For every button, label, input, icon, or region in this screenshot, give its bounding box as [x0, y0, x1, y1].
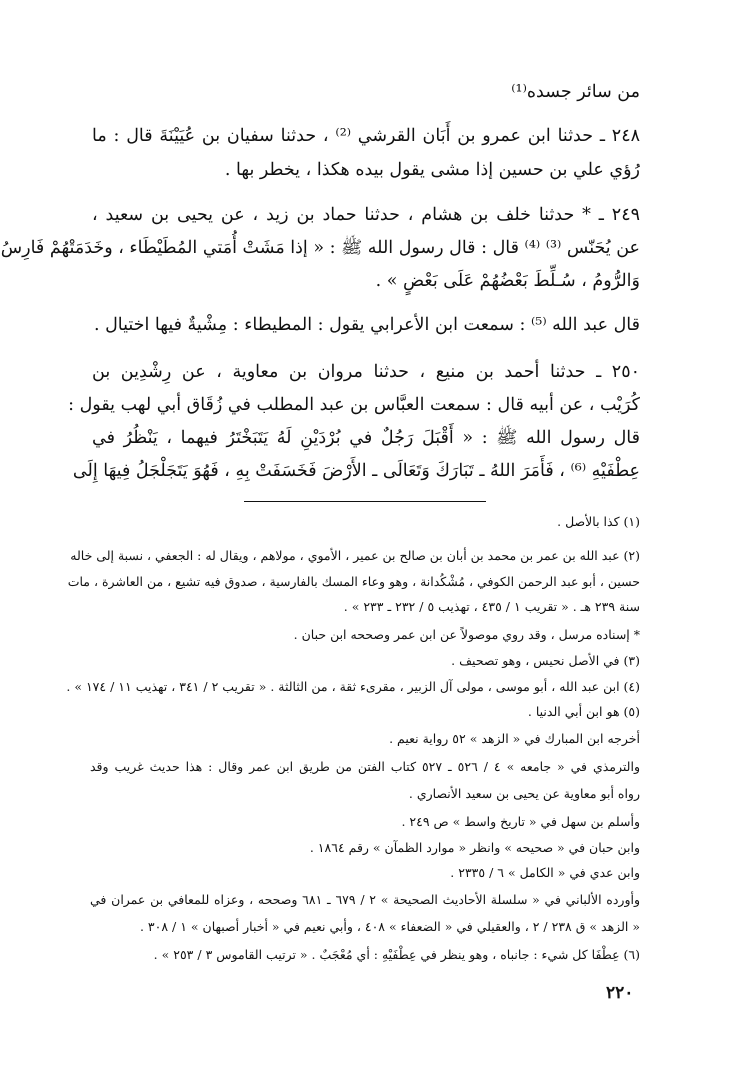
footnote-line-3: حسين ، أبو عبد الرحمن الكوفي ، مُشْكُدانة ، وهو وعاء المسك بالفارسية ، صدوق فيه تشيع ، من العاشرة ، مات	[67, 574, 640, 589]
footnote-line-5: * إسناده مرسل ، وقد روي موصولاً عن ابن عمر وصححه ابن حبان .	[293, 627, 640, 642]
body-line-8: ٢٥٠ ـ حدثنا أحمد بن منيع ، حدثنا مروان بن معاوية ، عن رِشْدِين بن	[92, 362, 640, 382]
body-line-11: عِطْفَيْهِ ⁽⁶⁾ ، فَأَمَرَ اللهُ ـ تَبَارَكَ وَتَعَالَى ـ الأَرْضَ فَخَسَفَتْ بِهِ ، فَهُوَ يَتَجَلْجَلُ فِيهَا إِلَى	[72, 461, 640, 481]
footnote-line-4: سنة ٢٣٩ هـ . « تقريب ١ / ٤٣٥ ، تهذيب ٥ / ٢٣٢ ـ ٢٣٣ » .	[343, 599, 640, 614]
body-line-7: قال عبد الله ⁽⁵⁾ : سمعت ابن الأعرابي يقول : المطيطاء : مِشْيةٌ فيها اختيال .	[93, 315, 640, 335]
footnote-line-11: رواه أبو معاوية عن يحيى بن سعيد الأنصاري .	[408, 786, 640, 801]
footnote-line-17: (٦) عِطْفَا كل شيء : جانباه ، وهو ينظر في عِطْفَيْهِ : أي مُعْجَبٌ . « ترتيب القاموس ٣ / ٢٥٣ » .	[153, 947, 640, 962]
footnote-line-6: (٣) في الأصل نحيس ، وهو تصحيف .	[451, 653, 640, 668]
footnote-line-1: (١) كذا بالأصل .	[557, 514, 640, 529]
footnote-line-7: (٤) ابن عبد الله ، أبو موسى ، مولى آل الزبير ، مقرىء ثقة ، من الثالثة . « تقريب ٢ / ٣٤١ ، تهذيب ١١ / ١٧٤ » .	[66, 679, 640, 694]
footnote-line-2: (٢) عبد الله بن عمر بن محمد بن أبان بن صالح بن عمير ، الأموي ، مولاهم ، ويقال له : الجعفي ، نسبة إلى خاله	[70, 548, 640, 563]
footnote-line-10: والترمذي في « جامعه » ٤ / ٥٢٦ ـ ٥٢٧ كتاب الفتن من طريق ابن عمر وقال : هذا حديث غريب وقد	[90, 759, 640, 774]
body-line-5: عن يُحَنّس ⁽³⁾ ⁽⁴⁾ قال : قال رسول الله ﷺ : « إذا مَشَتْ أُمَتي المُطَيْطَاء ، وخَدَمَتْهُمْ فَارِسُ	[0, 238, 640, 258]
footnote-line-16: « الزهد » ق ٢٣٨ / ٢ ، والعقيلي في « الضعفاء » ٤٠٨ ، وأبي نعيم في « أخبار أصبهان » ١ / ٣٠٨ .	[139, 919, 640, 934]
body-line-4: ٢٤٩ ـ * حدثنا خلف بن هشام ، حدثنا حماد بن زيد ، عن يحيى بن سعيد ،	[92, 205, 640, 225]
footnote-separator	[244, 501, 486, 502]
footnote-line-12: وأسلم بن سهل في « تاريخ واسط » ص ٢٤٩ .	[401, 814, 640, 829]
footnote-line-15: وأورده الألباني في « سلسلة الأحاديث الصحيحة » ٢ / ٦٧٩ ـ ٦٨١ وصححه ، وعزاه للمعافي بن عمران في	[90, 892, 640, 907]
footnote-line-8: (٥) هو ابن أبي الدنيا .	[527, 704, 640, 719]
body-line-6: وَالرُّومُ ، سُـلِّطَ بَعْضُهُمْ عَلَى بَعْضٍ » .	[375, 271, 640, 291]
footnote-line-14: وابن عدي في « الكامل » ٦ / ٢٣٣٥ .	[450, 865, 640, 880]
body-line-2: ٢٤٨ ـ حدثنا ابن عمرو بن أَبَان القرشي ⁽²⁾ ، حدثنا سفيان بن عُيَيْنَةَ قال : ما	[92, 126, 640, 146]
footnote-line-13: وابن حبان في « صحيحه » وانظر « موارد الظمآن » رقم ١٨٦٤ .	[309, 840, 640, 855]
footnote-line-9: أخرجه ابن المبارك في « الزهد » ٥٢ رواية نعيم .	[389, 731, 640, 746]
body-line-9: كُرَيْب ، عن أبيه قال : سمعت العبَّاس بن عبد المطلب في زُقَاق أبي لهب يقول :	[68, 395, 640, 415]
page-number: ٢٢٠	[606, 983, 634, 1003]
body-line-1: من سائر جسده⁽¹⁾	[511, 82, 640, 102]
body-line-10: قال رسول الله ﷺ : « أَقْبَلَ رَجُلٌ في بُرْدَيْنِ لَهُ يَتَبَخْتَرُ فيهما ، يَنْظُرُ في	[92, 428, 640, 448]
body-line-3: رُؤي علي بن حسين إذا مشى يقول بيده هكذا ، يخطر بها .	[224, 160, 640, 180]
